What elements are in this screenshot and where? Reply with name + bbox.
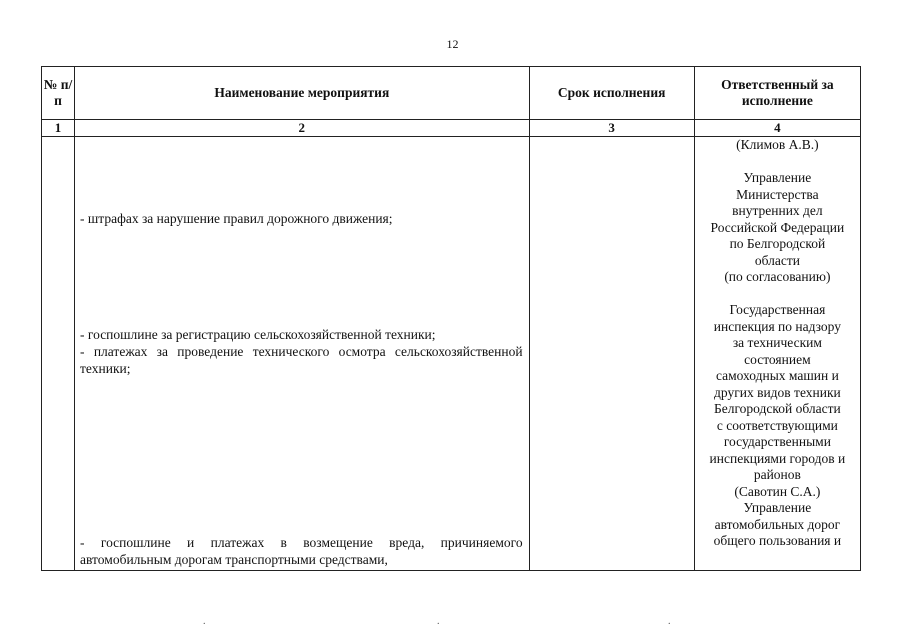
measure-item: - госпошлине за регистрацию сельскохозяйственной техники; [80, 327, 436, 342]
header-deadline: Срок исполнения [529, 67, 694, 120]
measures-table [41, 66, 861, 571]
responsible-line: с соответствующими [716, 417, 838, 433]
responsible-line: за техническим [732, 335, 822, 350]
responsible-line: Белгородской области [714, 401, 841, 416]
column-number: 2 [75, 120, 530, 137]
responsible-line: (Климов А.В.) [736, 137, 819, 152]
responsible-line: по Белгородской [729, 236, 826, 251]
responsible-line: области [754, 252, 800, 268]
measure-cell [75, 137, 530, 571]
responsible-line: (Савотин С.А.) [734, 483, 821, 499]
responsible-line: инспекция по надзору [713, 318, 841, 334]
responsible-line: Управление [743, 170, 812, 185]
page-number: 12 [446, 37, 459, 51]
column-number: 1 [42, 120, 75, 137]
responsible-line: общего пользования и [713, 533, 842, 548]
responsible-cell [694, 137, 860, 571]
responsible-line: районов [753, 467, 801, 482]
responsible-line: Министерства [736, 186, 819, 202]
column-number: 4 [694, 120, 860, 137]
responsible-line: других видов техники [714, 384, 841, 400]
responsible-line: государственными [723, 434, 831, 449]
responsible-line: Российской Федерации [710, 219, 845, 235]
responsible-line: самоходных машин и [715, 368, 839, 383]
responsible-line: внутренних дел [732, 203, 823, 218]
header-responsible: Ответственный за исполнение [694, 67, 860, 120]
row-number-cell [42, 137, 75, 571]
measure-item: - штрафах за нарушение правил дорожного движения; [80, 211, 393, 226]
measure-item: - платежах за проведение технического осмотра сельскохозяйственной техники; [80, 344, 523, 376]
responsible-line: инспекциями городов и [709, 450, 846, 466]
header-measure-name: Наименование мероприятия [75, 67, 530, 120]
responsible-line: Управление [743, 500, 812, 515]
column-number-row [42, 120, 861, 137]
responsible-line: (по согласованию) [724, 269, 831, 284]
responsible-line: автомобильных дорог [714, 516, 841, 532]
responsible-line: Государственная [729, 302, 826, 317]
measure-item: - госпошлине и платежах в возмещение вреда, причиняемого автомобильным дорогам транспортными средствами, [80, 535, 523, 567]
column-number: 3 [529, 120, 694, 137]
deadline-cell [529, 137, 694, 571]
header-num: № п/п [42, 67, 75, 120]
table-header-row [42, 67, 861, 120]
table-row [42, 137, 861, 571]
responsible-line: состоянием [744, 351, 811, 367]
